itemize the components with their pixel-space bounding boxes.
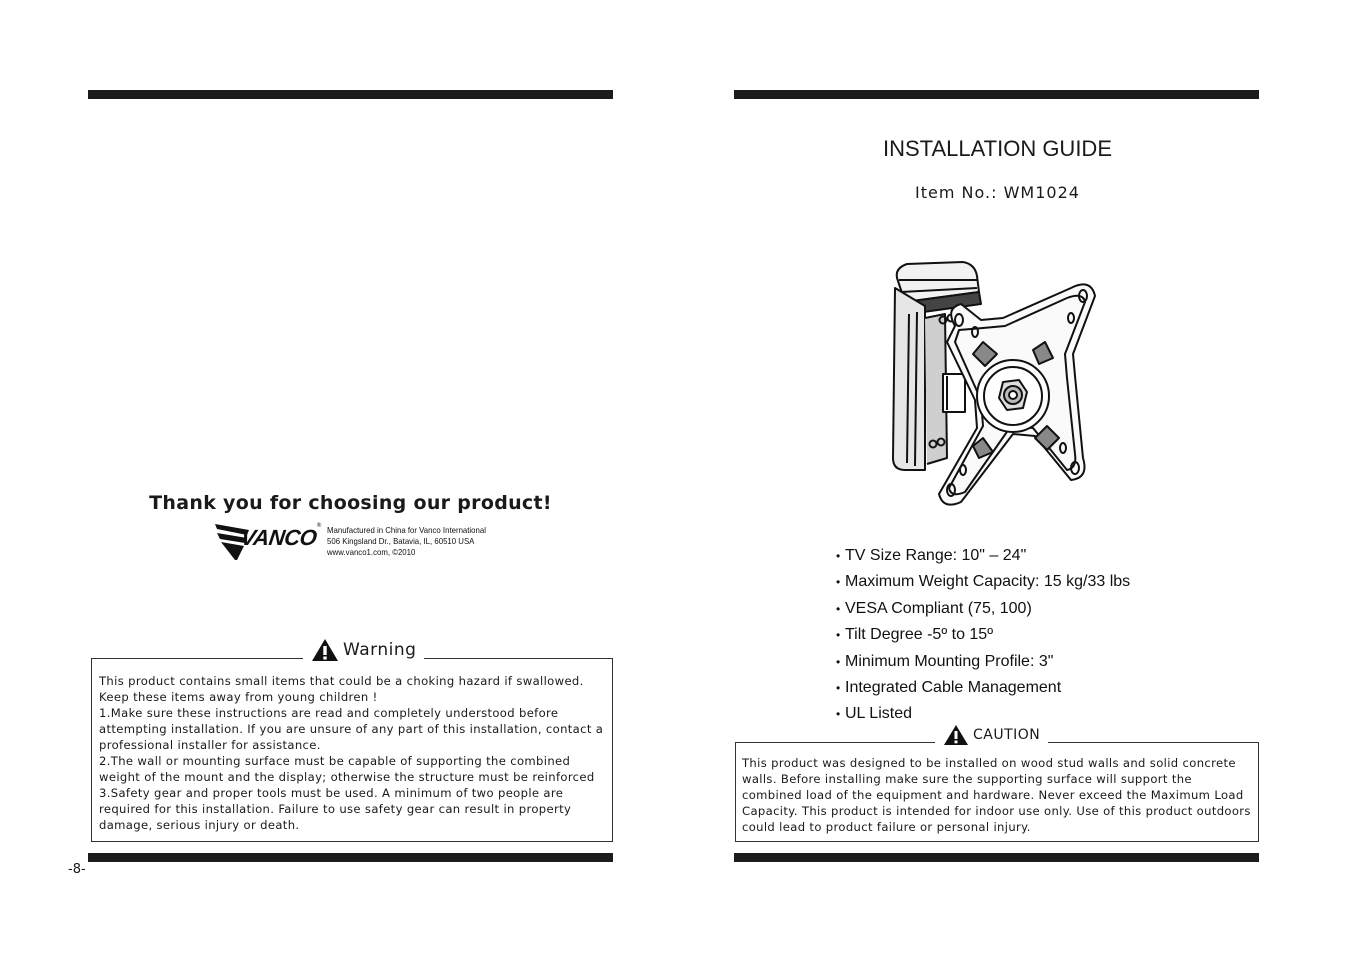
feature-item [836, 543, 1130, 569]
feature-cable-management: Integrated Cable Management [845, 678, 1062, 696]
registered-mark: ® [316, 522, 322, 529]
warning-intro: This product contains small items that could be a choking hazard if swallowed. Keep these items away from young children ! [99, 674, 584, 704]
feature-tv-size: TV Size Range: 10" – 24" [845, 547, 1027, 564]
item-number: Item No.: WM1024 [915, 183, 1080, 202]
manufacturer-line: Manufactured in China for Vanco International [327, 525, 486, 535]
bullet-dot-icon: • [836, 654, 841, 669]
feature-tilt: Tilt Degree -5º to 15º [845, 626, 994, 644]
brand-name: VANCO [239, 525, 319, 550]
warning-heading [303, 638, 424, 662]
left-bottom-rule [88, 853, 613, 862]
feature-vesa: VESA Compliant (75, 100) [845, 599, 1032, 617]
bullet-dot-icon: • [836, 601, 841, 616]
guide-title: INSTALLATION GUIDE [882, 136, 1112, 161]
right-top-rule [734, 90, 1259, 99]
manufacturer-info [327, 525, 486, 558]
feature-item [836, 596, 1130, 622]
bullet-dot-icon: • [836, 549, 841, 563]
bullet-dot-icon: • [836, 707, 841, 722]
left-top-rule [88, 90, 613, 99]
warning-item-1: 1.Make sure these instructions are read and completely understood before attempting installation. If you are unsure of any part of this installation, contact a professional installer for assistance. [99, 706, 604, 752]
caution-box [735, 742, 1259, 842]
warning-title: Warning [343, 640, 417, 660]
feature-ul-listed: UL Listed [845, 705, 912, 723]
warning-item-2: 2.The wall or mounting surface must be capable of supporting the combined weight of the mount and the display; otherwise the structure must be reinforced [99, 754, 595, 784]
page-number: -8- [68, 862, 86, 877]
feature-item [836, 675, 1130, 701]
warning-box [91, 658, 613, 842]
caution-title: CAUTION [973, 727, 1041, 743]
thanks-heading: Thank you for choosing our product! [149, 492, 552, 514]
warning-item-3: 3.Safety gear and proper tools must be used. A minimum of two people are required for this installation. Failure to use safety gear can result in property damage, serious injury or death. [99, 786, 572, 832]
feature-item [836, 569, 1130, 595]
caution-heading [935, 724, 1048, 746]
bullet-dot-icon: • [836, 575, 841, 590]
product-illustration [885, 258, 1105, 518]
feature-item [836, 622, 1130, 648]
manufacturer-website: www.vanco1.com, ©2010 [327, 547, 416, 557]
feature-list [836, 543, 1130, 728]
warning-triangle-icon [311, 638, 339, 662]
vanco-logo [213, 520, 513, 562]
bullet-dot-icon: • [836, 628, 841, 643]
bullet-dot-icon: • [836, 680, 841, 695]
feature-weight-capacity: Maximum Weight Capacity: 15 kg/33 lbs [845, 573, 1131, 591]
right-bottom-rule [734, 853, 1259, 862]
manufacturer-address: 506 Kingsland Dr., Batavia, IL, 60510 USA [327, 536, 475, 546]
feature-profile: Minimum Mounting Profile: 3" [845, 652, 1054, 670]
feature-item [836, 649, 1130, 675]
wall-mount-bracket-illustration [885, 258, 1105, 518]
warning-triangle-icon [943, 724, 969, 746]
caution-text: This product was designed to be installed on wood stud walls and solid concrete walls. Before installing make sure the supporting surface will support the combined load of the equipment and hardware. Never exceed the Maximum Load Capacity. This product is intended for indoor use only. Use of this product outdoors could lead to product failure or personal injury. [742, 756, 1251, 834]
warning-content [99, 673, 608, 833]
